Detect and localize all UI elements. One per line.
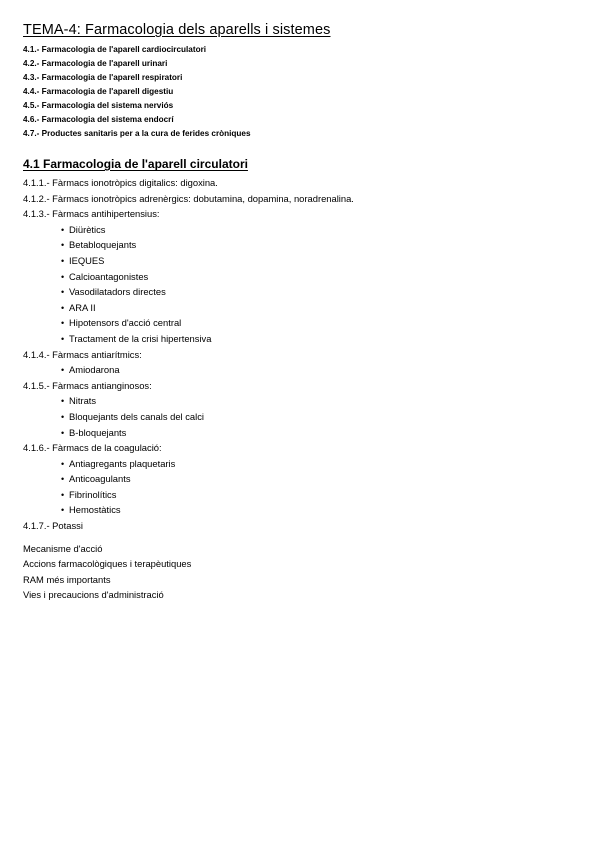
outline-item-text: 4.1.5.- Fàrmacs antianginosos: <box>23 379 152 391</box>
outline-bullet-item <box>23 222 354 238</box>
aspect-item: Vies i precaucions d'administració <box>23 588 164 600</box>
aspect-item: Accions farmacològiques i terapèutiques <box>23 558 192 570</box>
outline-bullet-item <box>23 253 354 269</box>
toc-item: 4.7.- Productes sanitaris per a la cura de ferides cròniques <box>23 129 251 138</box>
outline-bullet-item <box>23 331 354 347</box>
outline-item-text: Diürètics <box>69 223 106 235</box>
outline-bullet-item <box>23 409 354 425</box>
aspect-item: RAM més importants <box>23 573 111 585</box>
outline-item-text: Fibrinolítics <box>69 488 117 500</box>
outline-bullet-item <box>23 502 354 518</box>
outline-bullet-item <box>23 315 354 331</box>
outline-bullet-item <box>23 456 354 472</box>
outline-item <box>23 347 354 363</box>
outline-item-text: IEQUES <box>69 254 105 266</box>
outline-item-text: Anticoagulants <box>69 473 131 485</box>
outline-bullet-item <box>23 471 354 487</box>
outline-bullet-item <box>23 300 354 316</box>
study-aspects-list <box>23 541 191 602</box>
outline-bullet-item <box>23 237 354 253</box>
outline-item-text: Hipotensors d'acció central <box>69 317 182 329</box>
toc-item: 4.5.- Farmacologia del sistema nerviós <box>23 101 174 110</box>
outline-item-text: Antiagregants plaquetaris <box>69 457 176 469</box>
outline-item <box>23 191 354 207</box>
outline-item <box>23 518 354 534</box>
toc-item: 4.1.- Farmacologia de l'aparell cardiocirculatori <box>23 45 207 54</box>
outline-item-text: Nitrats <box>69 395 97 407</box>
outline-bullet-item <box>23 393 354 409</box>
outline-bullet-item <box>23 284 354 300</box>
outline-item-text: Calcioantagonistes <box>69 270 149 282</box>
outline-bullet-item <box>23 425 354 441</box>
outline-item-text: Tractament de la crisi hipertensiva <box>69 332 212 344</box>
outline-item-text: B-bloquejants <box>69 426 127 438</box>
outline-item-text: 4.1.2.- Fàrmacs ionotròpics adrenèrgics: dobutamina, dopamina, noradrenalina. <box>23 192 354 204</box>
outline-item-text: Vasodilatadors directes <box>69 286 166 298</box>
section-heading: 4.1 Farmacologia de l'aparell circulatori <box>23 157 248 171</box>
outline-bullet-item <box>23 487 354 503</box>
toc-item: 4.3.- Farmacologia de l'aparell respiratori <box>23 73 183 82</box>
outline-item-text: Bloquejants dels canals del calci <box>69 410 204 422</box>
outline-bullet-item <box>23 269 354 285</box>
outline-item <box>23 378 354 394</box>
outline-item-text: ARA II <box>69 301 96 313</box>
aspect-item: Mecanisme d'acció <box>23 543 103 554</box>
outline-item-text: 4.1.4.- Fàrmacs antiarítmics: <box>23 348 142 360</box>
outline-item <box>23 175 354 191</box>
table-of-contents <box>23 43 251 141</box>
outline-item <box>23 440 354 456</box>
outline-item-text: 4.1.1.- Fàrmacs ionotròpics digitalics: digoxina. <box>23 177 218 188</box>
section-outline <box>23 175 354 534</box>
toc-item: 4.2.- Farmacologia de l'aparell urinari <box>23 59 168 68</box>
toc-item: 4.4.- Farmacologia de l'aparell digestiu <box>23 87 174 96</box>
outline-item-text: Amiodarona <box>69 364 120 376</box>
outline-item-text: 4.1.6.- Fàrmacs de la coagulació: <box>23 442 162 454</box>
outline-item-text: Hemostàtics <box>69 504 121 516</box>
outline-bullet-item <box>23 362 354 378</box>
outline-item-text: 4.1.3.- Fàrmacs antihipertensius: <box>23 208 160 220</box>
outline-item-text: Betabloquejants <box>69 239 137 251</box>
toc-item: 4.6.- Farmacologia del sistema endocrí <box>23 115 174 124</box>
outline-item <box>23 206 354 222</box>
outline-item-text: 4.1.7.- Potassi <box>23 520 83 532</box>
document-title: TEMA-4: Farmacologia dels aparells i sistemes <box>23 22 331 38</box>
